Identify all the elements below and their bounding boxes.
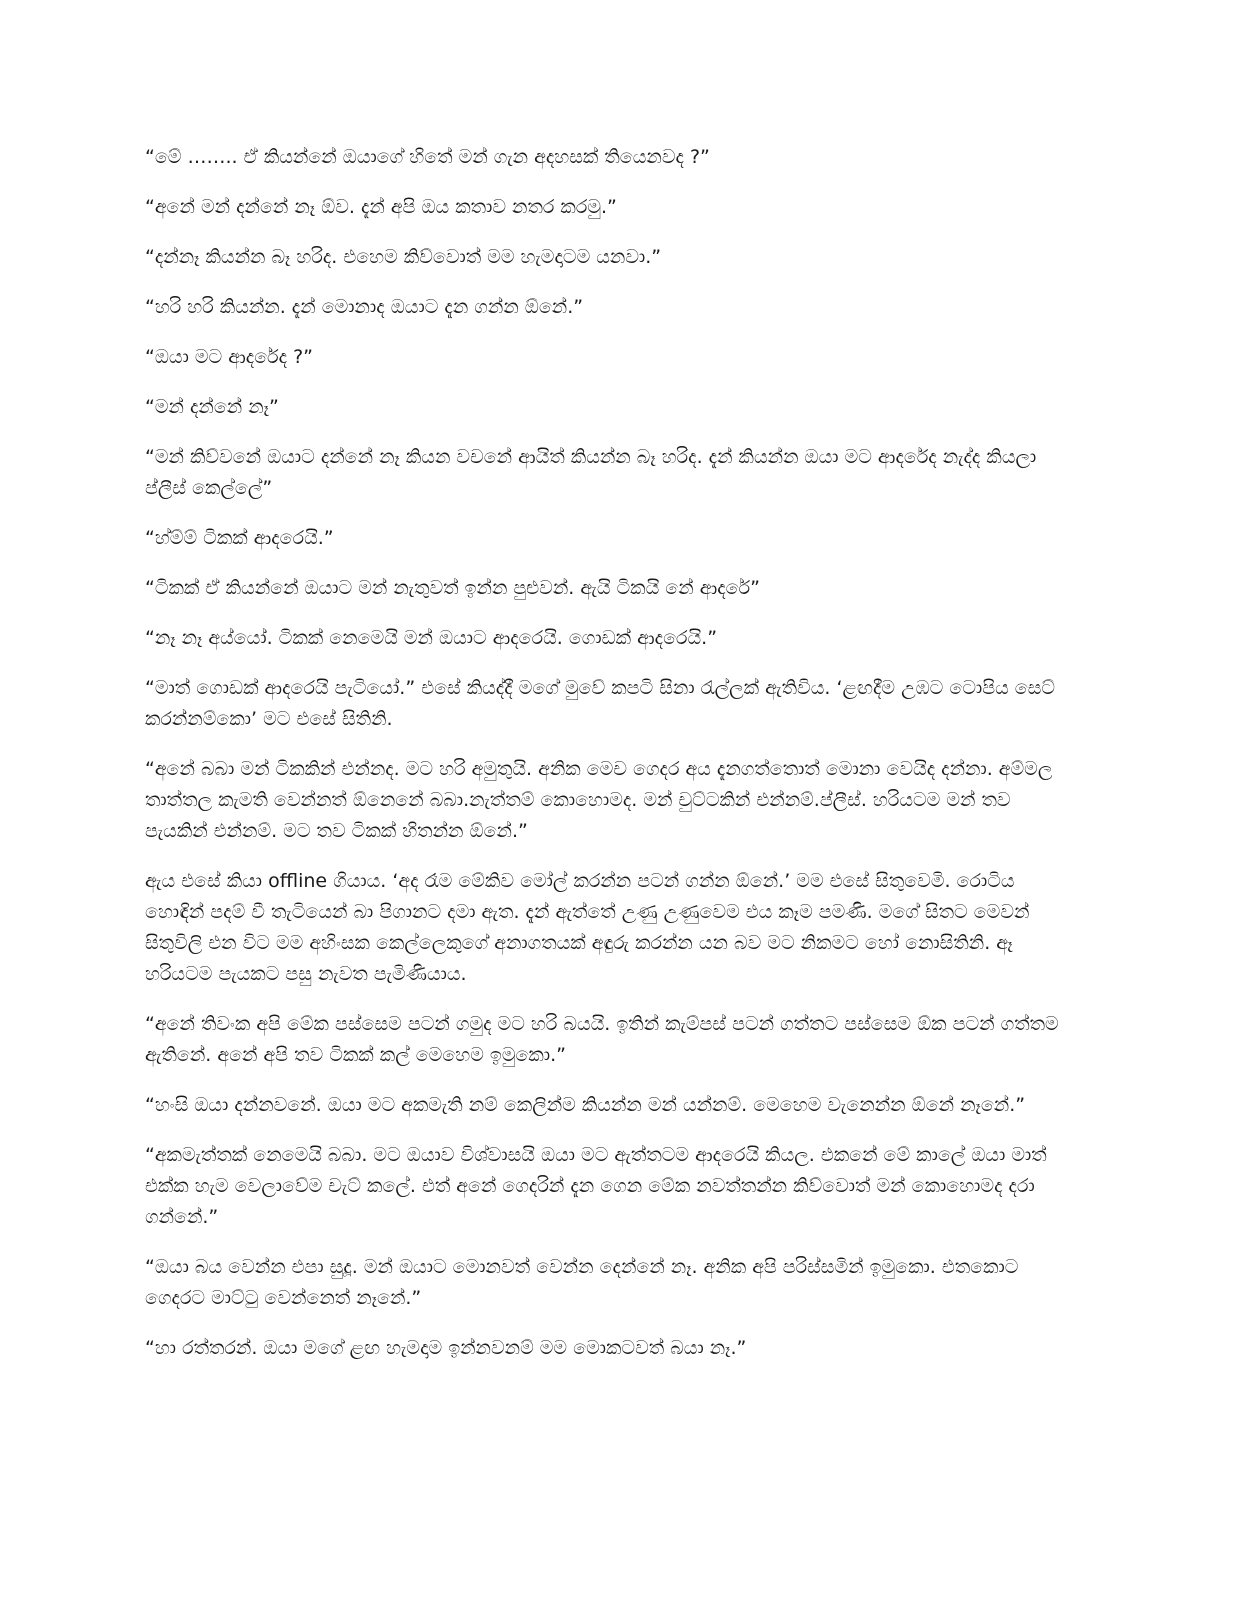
- paragraph-4: “හරි හරි කියන්න. දැන් මොනාද ඔයාට දැන ගන්න ඕනේ.”: [145, 296, 584, 318]
- paragraph-1: “මේ …….. ඒ කියන්නේ ඔයාගේ හිතේ මන් ගැන අදහසක් තියෙනවද ?”: [145, 146, 710, 168]
- paragraph-10: “නෑ නෑ අය්යෝ. ටිකක් නෙමෙයි මන් ඔයාට ආදරෙයි. ගොඩක් ආදරෙයි.”: [145, 627, 718, 649]
- paragraph-17: “ඔයා බය වෙන්න එපා සුදූ. මන් ඔයාට මොනවත් වෙන්න දෙන්නේ නෑ. අනික අපි පරිස්සමින් ඉමුකො. එතකොට ගෙදරට මාට්ටු වෙන්නෙත් නෑනේ.”: [145, 1256, 1019, 1309]
- paragraph-3: “දන්නෑ කියන්න බෑ හරිද. එහෙම කිව්වොත් මම හැමදාටම යනවා.”: [145, 246, 662, 268]
- paragraph-7: “මන් කිව්වනේ ඔයාට දන්නේ නෑ කියන වචනේ ආයිත් කියන්න බෑ හරිද. දැන් කියන්න ඔයා මට ආදරේද නැද්ද කියලා ප්ලීස් කෙල්ලේ”: [145, 446, 1037, 499]
- paragraph-18: “හා රත්තරන්. ඔයා මගේ ළඟ හැමදාම ඉන්නවනම් මම මොකටවත් බයා නෑ.”: [145, 1337, 747, 1359]
- paragraph-6: “මන් දන්නේ නෑ”: [145, 396, 279, 418]
- paragraph-12: “අනේ බබා මන් ටිකකින් එන්නද. මට හරි අමුතුයි. අනික මෙච ගෙදර අය දැනගත්තොත් මොනා වෙයිද දන්නා. අම්මල තාත්තල කැමති වෙන්නත් ඕනෙනේ බබා.නැත්තම් කොහොමද. මන් චුට්ටකින් එන්නම්.ප්ලීස්. හරියටම මන් තව පැයකින් එන්නම්. මට තව ටිකක් හිතන්න ඕනේ.”: [145, 758, 1053, 842]
- paragraph-16: “අකමැත්තක් නෙමෙයි බබා. මට ඔයාව විශ්වාසයි ඔයා මට ඇත්තටම ආදරෙයි කියල. එකනේ මේ කාලේ ඔයා මාත් එක්ක හැම වෙලාවේම චැට් කලේ. එත් අනේ ගෙදරින් දැන ගෙන මේක නවත්තන්න කිව්වොත් මන් කොහොමද දරා ගන්නේ.”: [145, 1144, 1047, 1228]
- paragraph-13: ඇය එසේ කියා offline ගියාය. ‘අද රෑම මේකිව මෝල් කරන්න පටන් ගන්න ඕනේ.’ මම එසේ සිතුවෙමි. රොටිය හොඳින් පදම් වී තැටියෙන් බා පිගානට දමා ඇත. දැන් ඇත්තේ උණු උණුවෙම එය කෑම පමණි. මගේ සිතට මෙවන් සිතුවිලි එන විට මම අහිංසක කෙල්ලෙකුගේ අනාගතයක් අඳුරු කරන්න යන බව මට නිකමට හෝ නොසිතිනි. ඈ හරියටම පැයකට පසු නැවත පැමිණියාය.: [145, 870, 1030, 985]
- paragraph-11: “මාත් ගොඩක් ආදරෙයි පැටියෝ.” එසේ කියද්දී මගේ මුවේ කපටි සිනා රැල්ලක් ඇතිවිය. ‘ළඟදීම උඹට ටොපිය සෙට් කරන්නම්කො’ මට එසේ සිතිනි.: [145, 677, 1056, 730]
- paragraph-8: “හ්ම්ම් ටිකක් ආදරෙයි.”: [145, 527, 334, 549]
- paragraph-14: “අනේ තිවංක අපි මේක පස්සෙම පටන් ගමුද මට හරි බයයි. ඉතින් කැම්පස් පටන් ගත්තට පස්සෙම ඕක පටන් ගත්තම ඇතිනේ. අනේ අපි තව ටිකක් කල් මෙහෙම ඉමුකො.”: [145, 1013, 1059, 1066]
- story-text: [145, 142, 1075, 1383]
- paragraph-15: “හංසි ඔයා දන්නවනේ. ඔයා මට අකමැති නම් කෙලින්ම කියන්න මන් යන්නම්. මෙහෙම වැනෙන්න ඕනේ නෑනේ.”: [145, 1094, 1026, 1116]
- paragraph-5: “ඔයා මට ආදරේද ?”: [145, 346, 314, 368]
- paragraph-2: “අනේ මන් දන්නේ නෑ ඕව. දැන් අපි ඔය කතාව නතර කරමු.”: [145, 196, 617, 218]
- paragraph-9: “ටිකක් ඒ කියන්නේ ඔයාට මන් නැතුවත් ඉන්න පුළුවන්. ඇයි ටිකයි නේ ආදරේ”: [145, 577, 760, 599]
